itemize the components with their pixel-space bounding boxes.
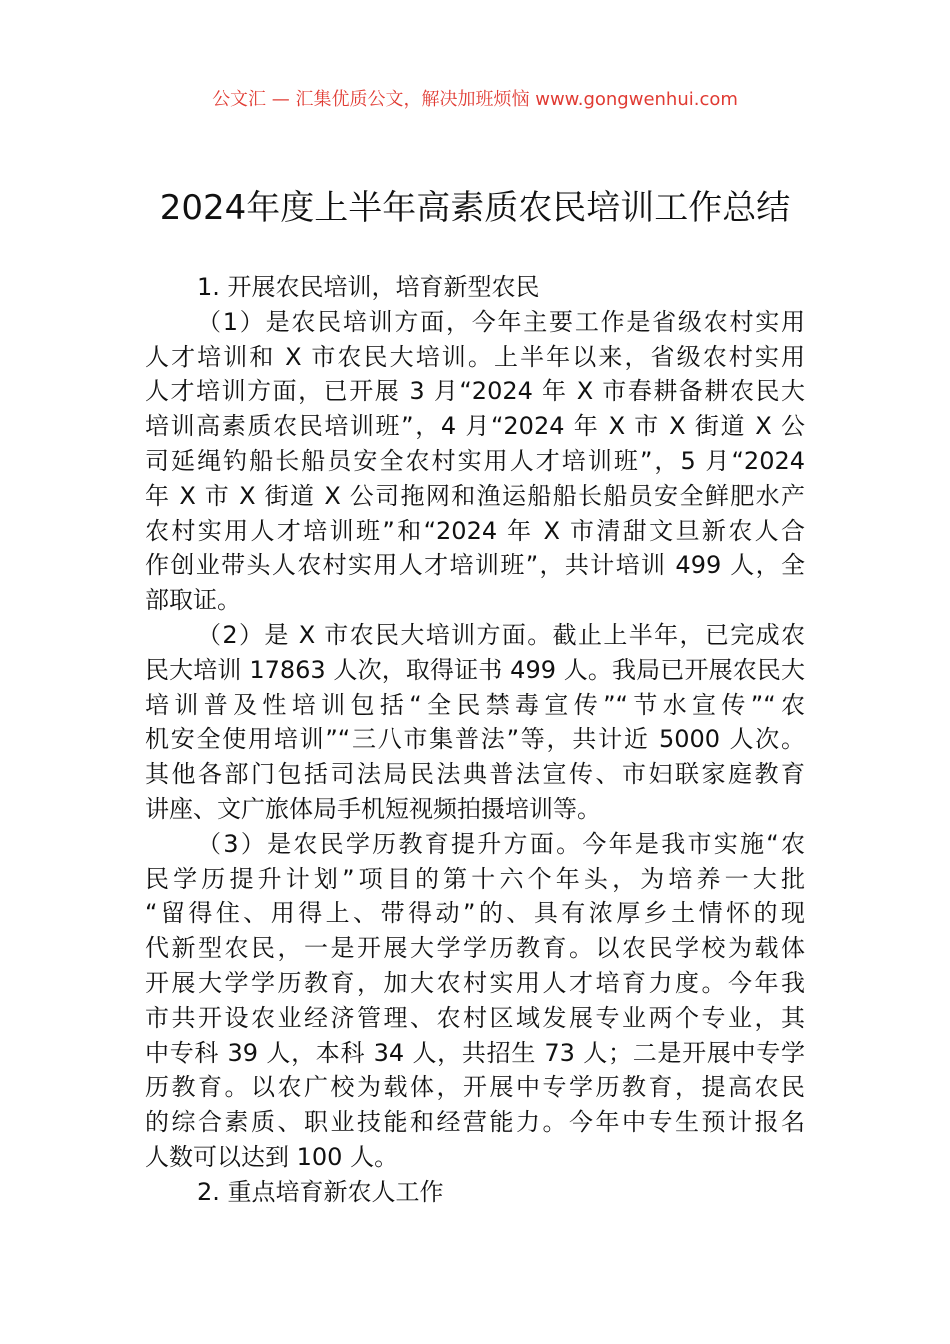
site-header-banner: 公文汇 — 汇集优质公文，解决加班烦恼 www.gongwenhui.com xyxy=(212,89,738,110)
text-line: 人数可以达到 100 人。 xyxy=(145,1142,399,1171)
document-body xyxy=(145,270,805,1210)
document-title: 2024年度上半年高素质农民培训工作总结 xyxy=(159,188,791,228)
text-line: 1. 开展农民培训，培育新型农民 xyxy=(197,273,540,301)
text-line: 民大培训 17863 人次，取得证书 499 人。我局已开展农民大 xyxy=(145,655,805,684)
text-line: 市共开设农业经济管理、农村区域发展专业两个专业，其 xyxy=(145,1003,805,1032)
text-line: （1）是农民培训方面，今年主要工作是省级农村实用 xyxy=(197,307,805,336)
text-line: 的综合素质、职业技能和经营能力。今年中专生预计报名 xyxy=(145,1108,805,1137)
text-line: 中专科 39 人，本科 34 人，共招生 73 人；二是开展中专学 xyxy=(145,1038,805,1067)
text-line: 人才培训方面，已开展 3 月“2024 年 X 市春耕备耕农民大 xyxy=(145,377,805,406)
paragraph xyxy=(145,827,805,1175)
text-line: 2. 重点培育新农人工作 xyxy=(197,1177,444,1206)
text-line: （2）是 X 市农民大培训方面。截止上半年，已完成农 xyxy=(197,620,805,649)
text-line: 农村实用人才培训班”和“2024 年 X 市清甜文旦新农人合 xyxy=(145,516,805,545)
text-line: “留得住、用得上、带得动”的、具有浓厚乡土情怀的现 xyxy=(145,899,805,928)
paragraph xyxy=(145,618,805,827)
text-line: 讲座、文广旅体局手机短视频拍摄培训等。 xyxy=(145,794,601,823)
section-heading xyxy=(145,1175,805,1210)
text-line: 开展大学学历教育，加大农村实用人才培育力度。今年我 xyxy=(145,968,805,997)
text-line: 培训高素质农民培训班”，4 月“2024 年 X 市 X 街道 X 公 xyxy=(145,412,805,441)
text-line: 其他各部门包括司法局民法典普法宣传、市妇联家庭教育 xyxy=(145,760,805,789)
paragraph xyxy=(145,305,805,618)
text-line: 年 X 市 X 街道 X 公司拖网和渔运船船长船员安全鲜肥水产 xyxy=(145,481,805,510)
text-line: 作创业带头人农村实用人才培训班”，共计培训 499 人，全 xyxy=(145,551,805,580)
text-line: 代新型农民，一是开展大学学历教育。以农民学校为载体 xyxy=(145,934,805,963)
text-line: 机安全使用培训”“三八市集普法”等，共计近 5000 人次。 xyxy=(145,725,805,754)
text-line: 培训普及性培训包括“全民禁毒宣传”“节水宣传”“农 xyxy=(145,690,805,719)
text-line: 人才培训和 X 市农民大培训。上半年以来，省级农村实用 xyxy=(145,342,805,371)
text-line: 司延绳钓船长船员安全农村实用人才培训班”，5 月“2024 xyxy=(145,446,805,475)
section-heading xyxy=(145,270,805,305)
text-line: （3）是农民学历教育提升方面。今年是我市实施“农 xyxy=(197,829,805,858)
text-line: 民学历提升计划”项目的第十六个年头，为培养一大批 xyxy=(145,864,805,893)
text-line: 历教育。以农广校为载体，开展中专学历教育，提高农民 xyxy=(145,1073,805,1102)
text-line: 部取证。 xyxy=(145,586,241,615)
